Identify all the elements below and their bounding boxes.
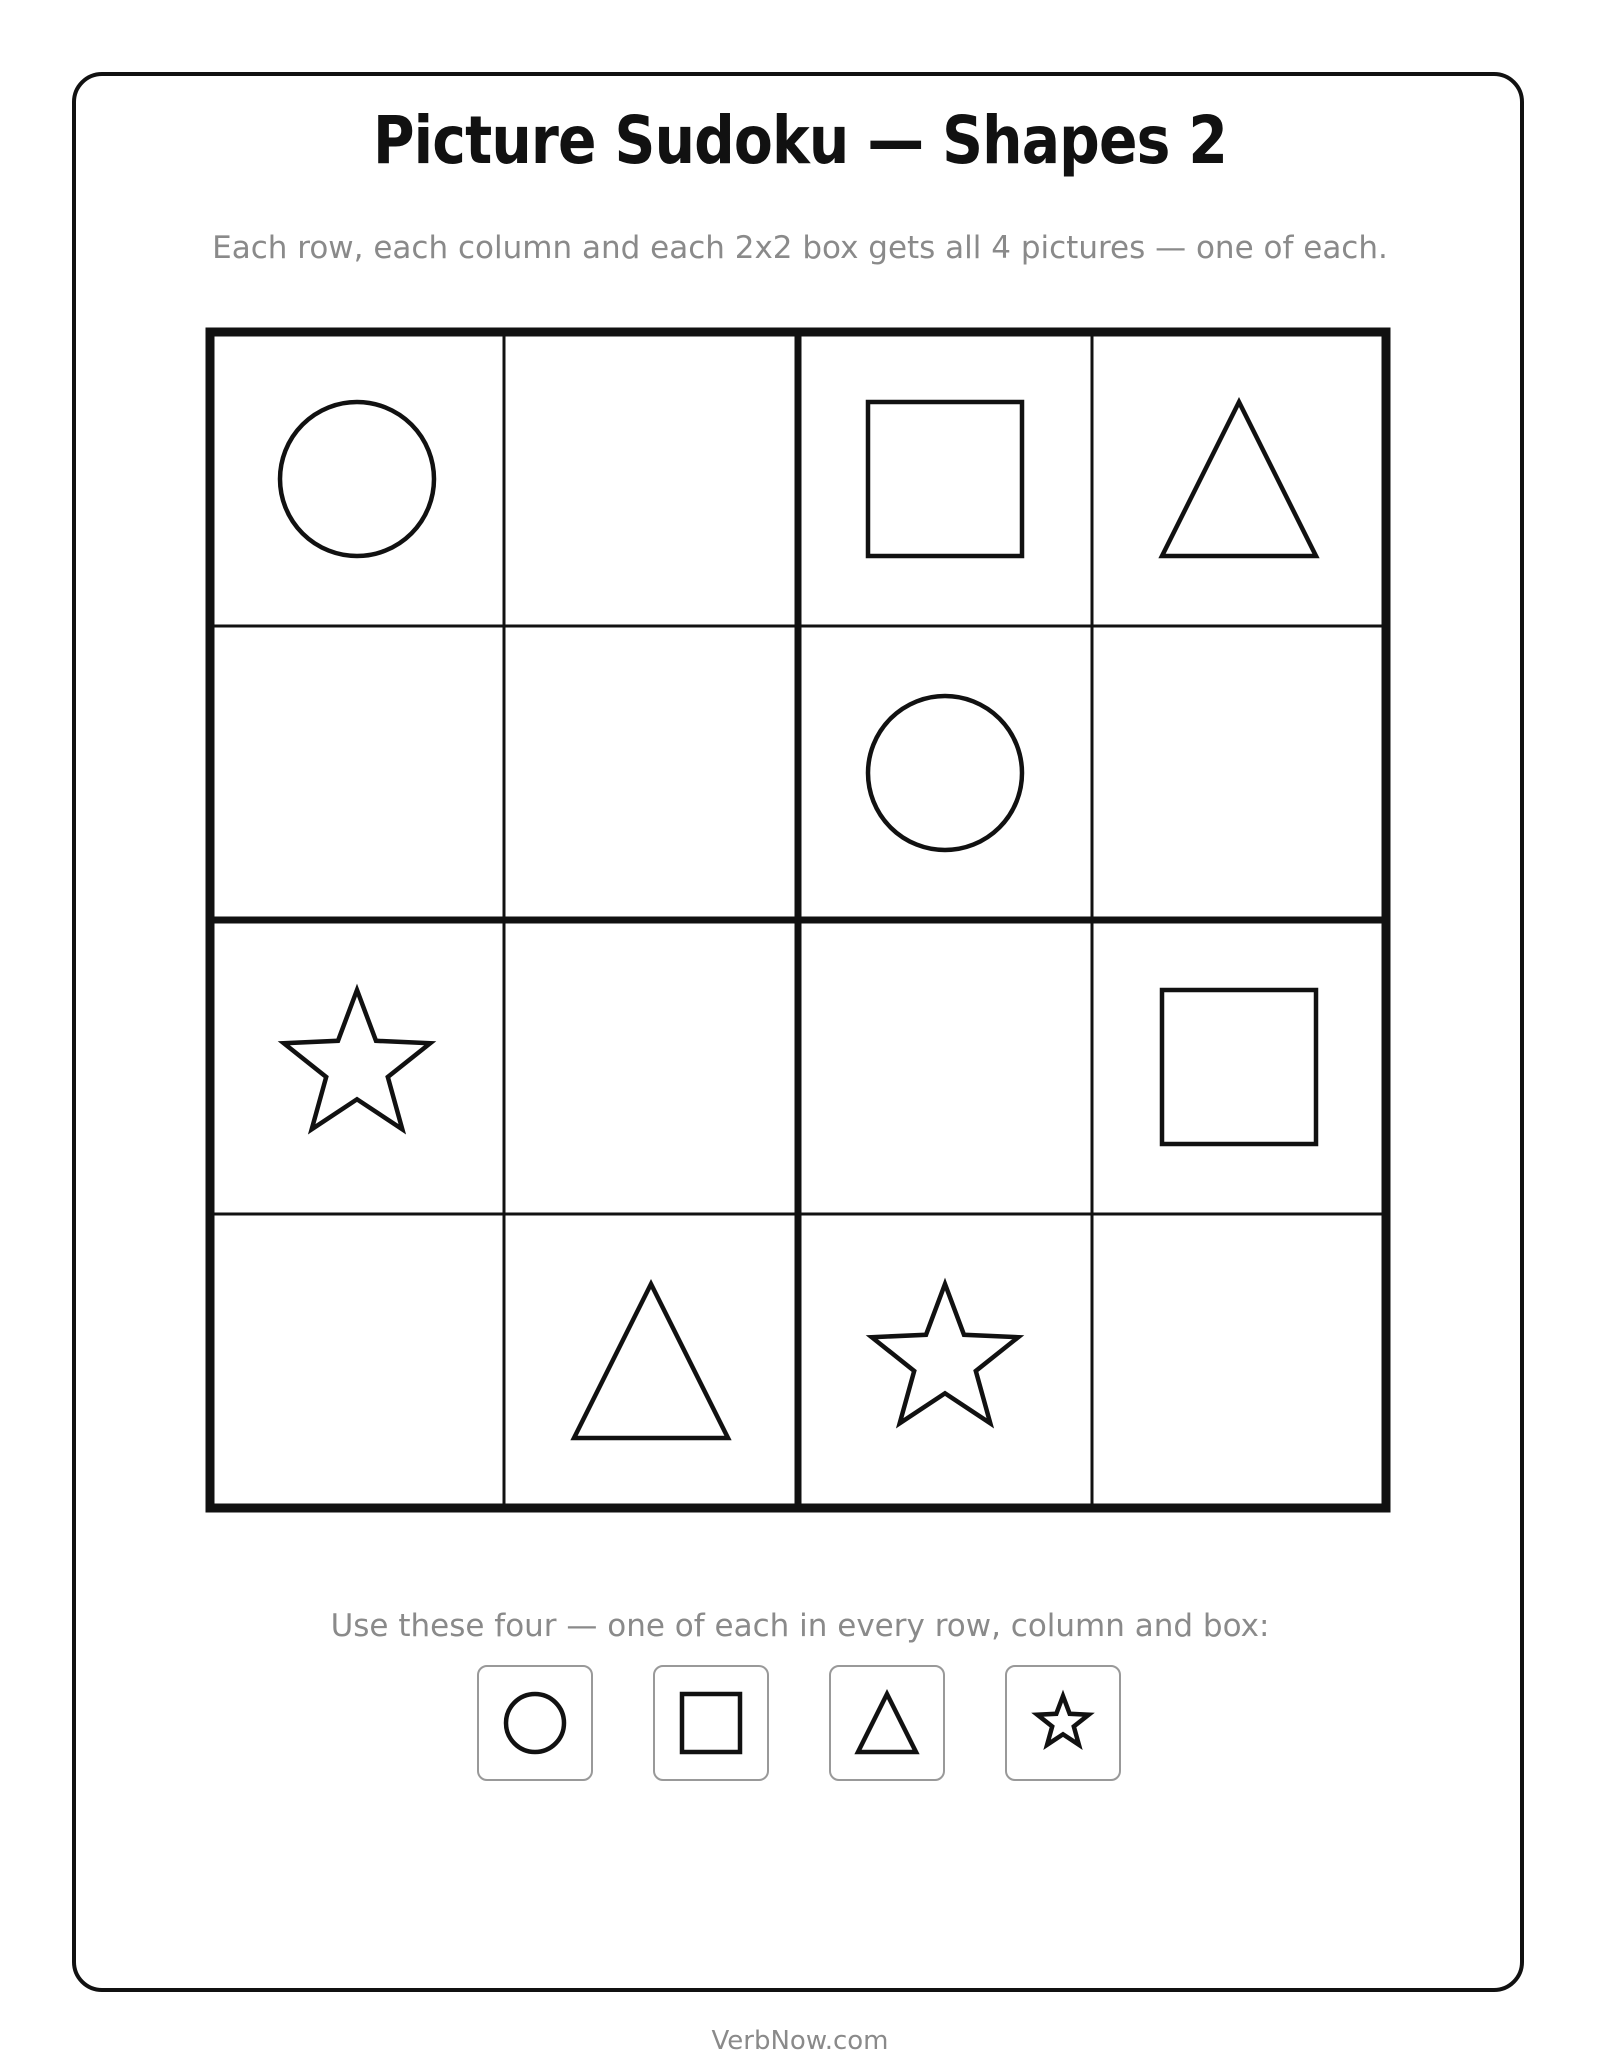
grid-cell[interactable] (504, 920, 798, 1214)
grid-cell[interactable] (798, 920, 1092, 1214)
legend-square (653, 1665, 769, 1781)
grid-cell[interactable] (210, 920, 504, 1214)
grid-cell[interactable] (798, 626, 1092, 920)
instructions: Each row, each column and each 2x2 box gets all 4 pictures — one of each. (212, 230, 1388, 266)
footer-site: VerbNow.com (711, 2026, 889, 2056)
grid-cell[interactable] (210, 332, 504, 626)
grid-cell[interactable] (1092, 626, 1386, 920)
star-icon (1037, 1696, 1088, 1745)
grid-cell[interactable] (1092, 920, 1386, 1214)
page-title: Picture Sudoku — Shapes 2 (372, 102, 1228, 179)
grid-cell[interactable] (798, 332, 1092, 626)
grid-cell[interactable] (210, 626, 504, 920)
legend-star (1005, 1665, 1121, 1781)
shape-legend (477, 1665, 1123, 1783)
legend-triangle (829, 1665, 945, 1781)
grid-cell[interactable] (504, 626, 798, 920)
grid-cell[interactable] (210, 1214, 504, 1508)
grid-cell[interactable] (1092, 1214, 1386, 1508)
grid-cell[interactable] (798, 1214, 1092, 1508)
legend-circle (477, 1665, 593, 1781)
square-icon (682, 1694, 740, 1752)
legend-label: Use these four — one of each in every row, column and box: (330, 1608, 1270, 1644)
circle-icon (506, 1694, 564, 1752)
grid-cell[interactable] (504, 332, 798, 626)
triangle-icon (858, 1694, 916, 1752)
grid-cell[interactable] (504, 1214, 798, 1508)
grid-cell[interactable] (1092, 332, 1386, 626)
